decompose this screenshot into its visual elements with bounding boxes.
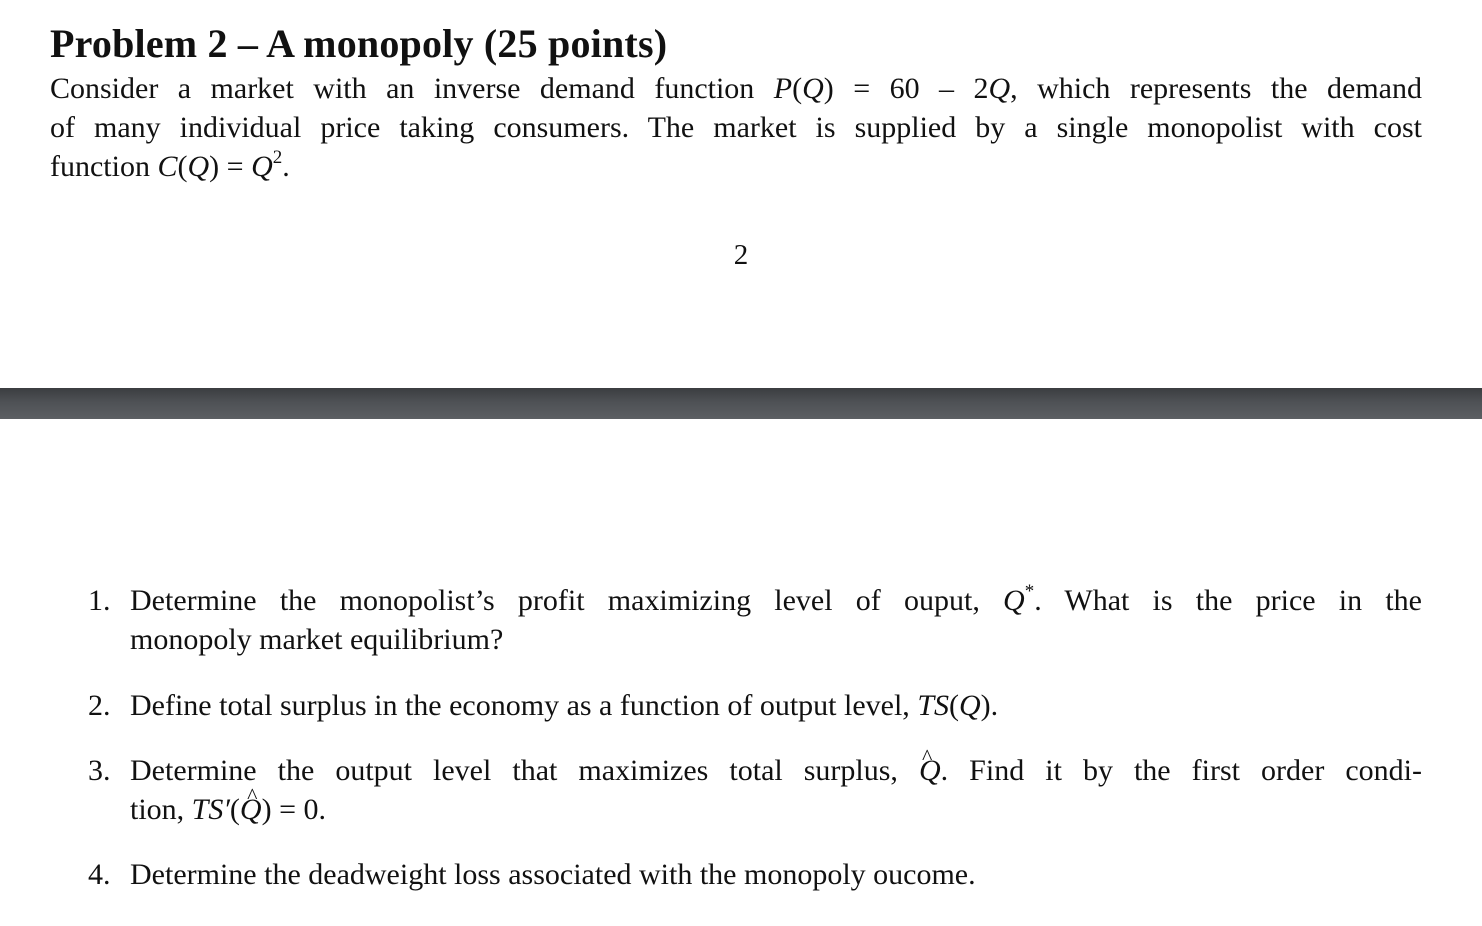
intro-line-2: of many individual price taking consumers. The market is supplied by a single monopolist with cost [50, 111, 1422, 144]
question-3-number: 3. [88, 754, 111, 787]
question-2-number: 2. [88, 689, 111, 722]
question-1-line-2: monopoly market equilibrium? [130, 623, 504, 656]
question-1-number: 1. [88, 584, 111, 617]
upper-page [0, 0, 1482, 388]
question-4-line-1: Determine the deadweight loss associated with the monopoly oucome. [130, 858, 976, 891]
question-1-line-1: Determine the monopolist’s profit maximizing level of ouput, Q*. What is the price in the [130, 581, 1422, 617]
question-4-number: 4. [88, 858, 111, 891]
lower-page [0, 419, 1482, 926]
question-3-line-2: tion, TS′(^ Q) = 0. [130, 790, 1422, 829]
page-separator [0, 388, 1482, 419]
intro-line-3: function $C(Q) = Q^2$. [50, 147, 290, 183]
intro-line-1: Consider a market with an inverse demand function P(Q) = 60 – 2Q, which represents the demand [50, 72, 1422, 105]
page-number: 2 [733, 239, 749, 271]
question-2-line-1: Define total surplus in the economy as a function of output level, TS(Q). [130, 689, 999, 722]
problem-title: Problem 2 – A monopoly (25 points) [50, 21, 668, 66]
question-3-line-1: Determine the output level that maximizes total surplus, ^ Q. Find it by the first order condi- [130, 751, 1422, 790]
